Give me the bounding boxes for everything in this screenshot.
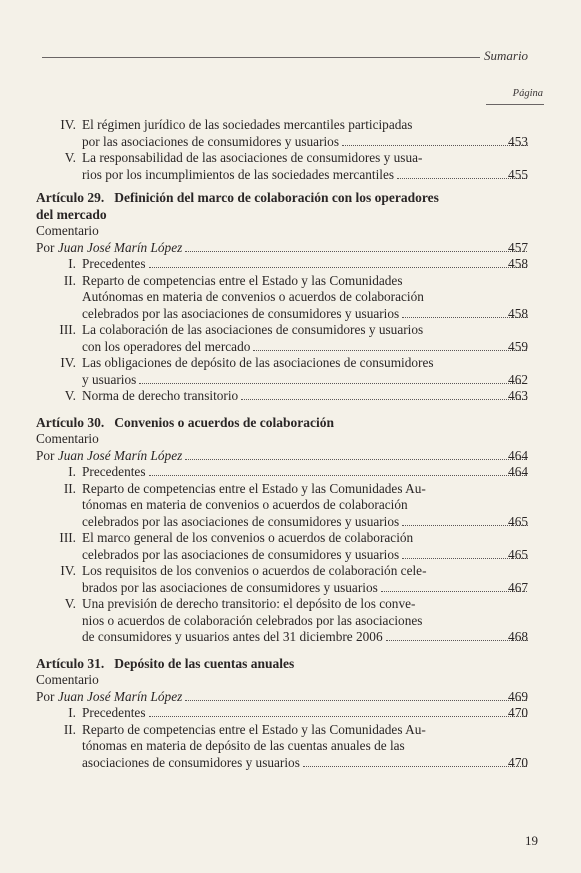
entry-line: El régimen jurídico de las sociedades mercantiles participadas	[82, 117, 413, 132]
entry-line: Precedentes	[82, 705, 528, 722]
section-number: II.	[63, 272, 76, 288]
section-number: V.	[64, 388, 76, 403]
article-title: del mercado	[36, 206, 107, 222]
entry-page-number: 465	[508, 513, 528, 529]
author-page-number: 464	[508, 447, 528, 463]
entry-line: con los operadores del mercado	[82, 339, 528, 356]
toc-entry	[36, 322, 528, 355]
entry-line: celebrados por las asociaciones de consumidores y usuarios	[82, 306, 528, 323]
entry-page-number: 455	[508, 166, 528, 182]
section-number: IV.	[60, 117, 76, 132]
entry-line: Precedentes	[82, 464, 528, 481]
entry-page-number: 453	[508, 133, 528, 149]
article-heading	[36, 656, 528, 673]
section-number: IV.	[60, 563, 76, 578]
entry-line: tónomas en materia de depósito de las cuentas anuales de las	[82, 738, 405, 753]
dot-leader	[241, 399, 528, 400]
author-text	[36, 240, 528, 257]
section-number: II.	[63, 721, 76, 737]
entry-page-number: 470	[508, 754, 528, 770]
author-text	[36, 689, 528, 706]
comment-label: Comentario	[36, 672, 99, 687]
entry-line: celebrados por las asociaciones de consumidores y usuarios	[82, 514, 528, 531]
dot-leader	[185, 251, 528, 252]
author-line	[36, 448, 528, 465]
toc-entry	[36, 273, 528, 323]
author-prefix: Por	[36, 688, 55, 704]
entry-line: La responsabilidad de las asociaciones de consumidores y usua-	[82, 150, 423, 165]
article-heading	[36, 190, 528, 223]
toc-entry	[36, 530, 528, 563]
entry-page-number: 458	[508, 305, 528, 321]
section-number: I.	[68, 464, 76, 479]
section-number: III.	[59, 322, 76, 337]
author-text	[36, 448, 528, 465]
entry-line: celebrados por las asociaciones de consumidores y usuarios	[82, 547, 528, 564]
entry-line: Reparto de competencias entre el Estado y las Comunidades	[82, 272, 403, 288]
entry-line: de consumidores y usuarios antes del 31 diciembre 2006	[82, 629, 528, 646]
entry-page-number: 458	[508, 256, 528, 271]
entry-line: y usuarios	[82, 372, 528, 389]
dot-leader	[185, 700, 528, 701]
dot-leader	[253, 350, 528, 351]
toc-entry	[36, 705, 528, 722]
entry-line: La colaboración de las asociaciones de consumidores y usuarios	[82, 322, 424, 337]
entry-line: Una previsión de derecho transitorio: el depósito de los conve-	[82, 596, 416, 611]
table-of-contents	[36, 117, 528, 771]
dot-leader	[185, 459, 528, 460]
entry-line: Reparto de competencias entre el Estado y las Comunidades Au-	[82, 480, 426, 496]
entry-page-number: 459	[508, 338, 528, 354]
section-number: V.	[64, 150, 76, 165]
entry-line: Autónomas en materia de convenios o acuerdos de colaboración	[82, 289, 424, 304]
article-title: Depósito de las cuentas anuales	[114, 655, 295, 671]
entry-line: Precedentes	[82, 256, 528, 273]
entry-page-number: 470	[508, 705, 528, 720]
toc-entry	[36, 256, 528, 273]
dot-leader	[149, 475, 529, 476]
entry-page-number: 467	[508, 579, 528, 595]
toc-entry	[36, 722, 528, 772]
toc-entry	[36, 117, 528, 150]
article-label: Artículo 30.	[36, 414, 105, 430]
article-title: Definición del marco de colaboración con los operadores	[114, 190, 439, 205]
entry-page-number: 462	[508, 371, 528, 387]
toc-entry	[36, 596, 528, 646]
entry-line: Norma de derecho transitorio	[82, 388, 528, 405]
running-header: Sumario	[484, 48, 529, 63]
dot-leader	[139, 383, 528, 384]
article-heading	[36, 415, 528, 432]
author-prefix: Por	[36, 447, 55, 463]
page-column-label: Página	[512, 88, 543, 99]
section-number: II.	[63, 480, 76, 496]
entry-page-number: 464	[508, 464, 528, 479]
entry-line: Las obligaciones de depósito de las asociaciones de consumidores	[82, 355, 434, 370]
toc-entry	[36, 388, 528, 405]
toc-entry	[36, 355, 528, 388]
author-name: Juan José Marín López	[57, 447, 183, 463]
dot-leader	[149, 716, 529, 717]
toc-entry	[36, 481, 528, 531]
section-number: IV.	[60, 355, 76, 370]
comment-label: Comentario	[36, 431, 99, 446]
entry-page-number: 468	[508, 629, 528, 644]
entry-page-number: 463	[508, 388, 528, 403]
section-number: III.	[59, 530, 76, 545]
page-column-rule	[486, 104, 544, 105]
entry-line: asociaciones de consumidores y usuarios	[82, 755, 528, 772]
entry-page-number: 465	[508, 546, 528, 562]
dot-leader	[149, 267, 529, 268]
toc-entry	[36, 150, 528, 183]
entry-line: tónomas en materia de convenios o acuerdos de colaboración	[82, 497, 408, 512]
author-page-number: 457	[508, 239, 528, 255]
entry-line: Reparto de competencias entre el Estado y las Comunidades Au-	[82, 721, 426, 737]
author-page-number: 469	[508, 688, 528, 704]
header-rule	[42, 57, 480, 58]
section-number: I.	[68, 256, 76, 271]
article-title: Convenios o acuerdos de colaboración	[114, 414, 335, 430]
author-name: Juan José Marín López	[57, 688, 183, 704]
author-line	[36, 689, 528, 706]
entry-line: rios por los incumplimientos de las sociedades mercantiles	[82, 167, 528, 184]
author-name: Juan José Marín López	[57, 239, 183, 255]
section-number: V.	[64, 596, 76, 611]
entry-line: Los requisitos de los convenios o acuerdos de colaboración cele-	[82, 563, 427, 578]
entry-line: El marco general de los convenios o acuerdos de colaboración	[82, 530, 414, 545]
article-label: Artículo 29.	[36, 190, 105, 205]
page-number: 19	[525, 833, 538, 848]
entry-line: nios o acuerdos de colaboración celebrados por las asociaciones	[82, 612, 423, 628]
toc-entry	[36, 464, 528, 481]
section-number: I.	[68, 705, 76, 720]
author-line	[36, 240, 528, 257]
entry-line: por las asociaciones de consumidores y usuarios	[82, 134, 528, 151]
toc-entry	[36, 563, 528, 596]
comment-label: Comentario	[36, 223, 99, 238]
article-label: Artículo 31.	[36, 655, 105, 671]
author-prefix: Por	[36, 239, 55, 255]
entry-line: brados por las asociaciones de consumidores y usuarios	[82, 580, 528, 597]
